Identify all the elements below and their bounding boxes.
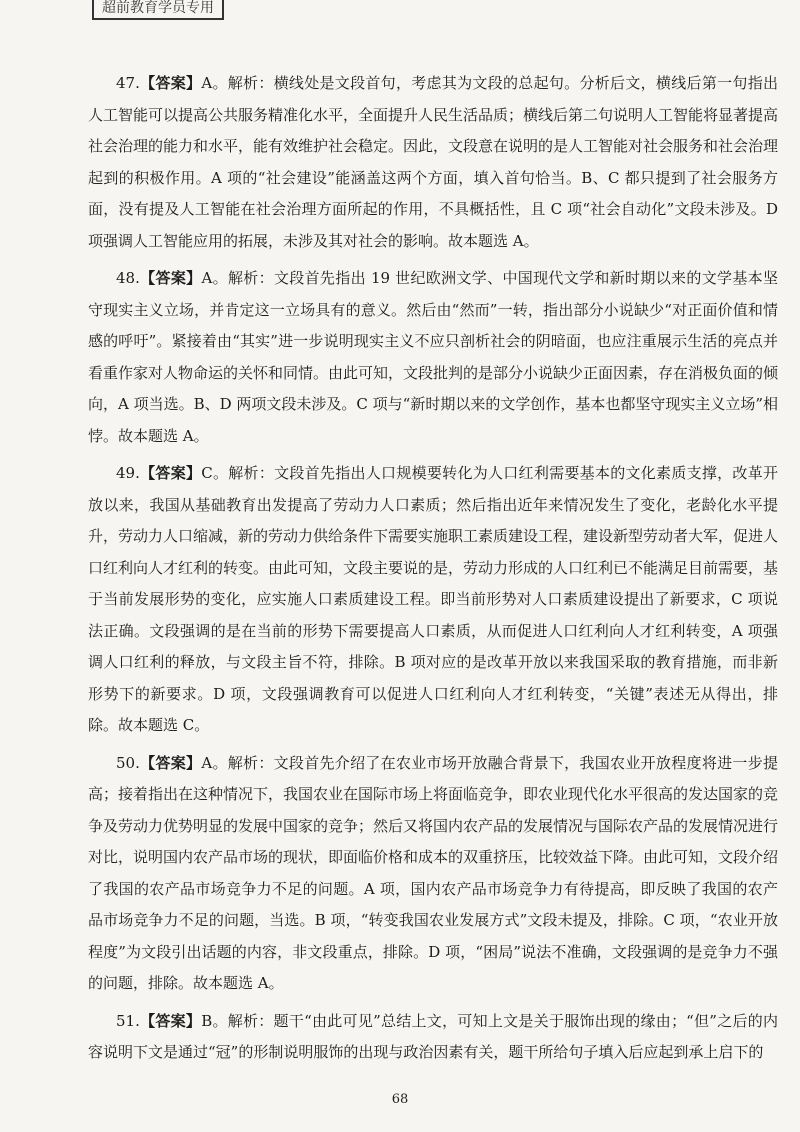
answer-tag: 【答案】 [139,269,202,287]
answer-tag: 【答案】 [139,1011,202,1030]
question-number: 51. [116,1011,140,1030]
answer-explanations [88,68,778,1075]
answer-text: B。解析：题干“由此可见”总结上文，可知上文是关于服饰出现的缘由；“但”之后的内容说明下文是通过“冠”的形制说明服饰的出现与政治因素有关，题干所给句子填入后应起到承上启下的 [88,1011,778,1061]
question-number: 49. [116,464,140,482]
answer-text: A。解析：文段首先指出 19 世纪欧洲文学、中国现代文学和新时期以来的文学基本坚守现实主义立场，并肯定这一立场具有的意义。然后由“然而”一转，指出部分小说缺少“对正面价值和情感的呼吁”。紧接着由“其实”进一步说明现实主义不应只剖析社会的阴暗面，也应注重展示生活的亮点并看重作家对人物命运的关怀和同情。由此可知，文段批判的是部分小说缺少正面因素，存在消极负面的倾向，A 项当选。B、D 两项文段未涉及。C 项与“新时期以来的文学创作，基本也都坚守现实主义立场”相悖。故本题选 A。 [88,269,779,445]
answer-paragraph [88,458,778,742]
answer-tag: 【答案】 [139,753,202,772]
answer-paragraph [88,263,778,452]
question-number: 48. [116,269,140,287]
answer-tag: 【答案】 [139,464,202,482]
answer-paragraph [88,748,778,1000]
answer-text: C。解析：文段首先指出人口规模要转化为人口红利需要基本的文化素质支撑，改革开放以来，我国从基础教育出发提高了劳动力人口素质；然后指出近年来情况发生了变化，老龄化水平提升，劳动力人口缩减，新的劳动力供给条件下需要实施职工素质建设工程，建设新型劳动者大军，促进人口红利向人才红利的转变。由此可知，文段主要说的是，劳动力形成的人口红利已不能满足目前需要，基于当前发展形势的变化，应实施人口素质建设工程。即当前形势对人口素质建设提出了新要求，C 项说法正确。文段强调的是在当前的形势下需要提高人口素质，从而促进人口红利向人才红利转变，A 项强调人口红利的释放，与文段主旨不符，排除。B 项对应的是改革开放以来我国采取的教育措施，而非新形势下的新要求。D 项，文段强调教育可以促进人口红利向人才红利转变，“关键”表述无从得出，排除。故本题选 C。 [88,464,779,734]
answer-item-50 [88,748,778,1000]
answer-item-51 [88,1006,778,1069]
header-label: 超前教育学员专用 [92,0,224,20]
answer-item-47 [88,68,778,257]
page-number: 68 [391,1092,409,1107]
answer-item-49 [88,458,778,742]
answer-tag: 【答案】 [139,74,202,92]
answer-item-48 [88,263,778,452]
question-number: 47. [116,74,140,92]
question-number: 50. [116,753,140,772]
answer-paragraph [88,1006,778,1069]
answer-paragraph [88,68,778,257]
answer-text: A。解析：文段首先介绍了在农业市场开放融合背景下，我国农业开放程度将进一步提高；接着指出在这种情况下，我国农业在国际市场上将面临竞争，即农业现代化水平很高的发达国家的竞争及劳动力优势明显的发展中国家的竞争；然后又将国内农产品的发展情况与国际农产品的发展情况进行对比，说明国内农产品市场的现状，即面临价格和成本的双重挤压，比较效益下降。由此可知，文段介绍了我国的农产品市场竞争力不足的问题。A 项，国内农产品市场竞争力有待提高，即反映了我国的农产品市场竞争力不足的问题，当选。B 项，“转变我国农业发展方式”文段未提及，排除。C 项，“农业开放程度”为文段引出话题的内容，非文段重点，排除。D 项，“困局”说法不准确，文段强调的是竞争力不强的问题，排除。故本题选 A。 [88,753,779,992]
answer-text: A。解析：横线处是文段首句，考虑其为文段的总起句。分析后文，横线后第一句指出人工智能可以提高公共服务精准化水平，全面提升人民生活品质；横线后第二句说明人工智能将显著提高社会治理的能力和水平，能有效维护社会稳定。因此，文段意在说明的是人工智能对社会服务和社会治理起到的积极作用。A 项的“社会建设”能涵盖这两个方面，填入首句恰当。B、C 都只提到了社会服务方面，没有提及人工智能在社会治理方面所起的作用，不具概括性，且 C 项“社会自动化”文段未涉及。D 项强调人工智能应用的拓展，未涉及其对社会的影响。故本题选 A。 [88,74,779,250]
